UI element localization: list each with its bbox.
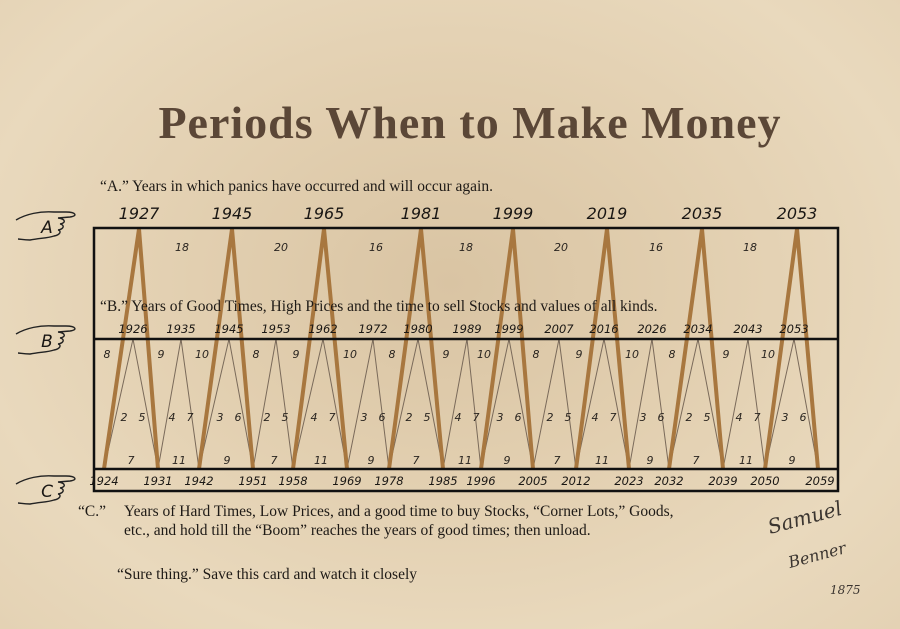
panic-interval-label: 18	[175, 241, 189, 254]
b-mid-interval: 5	[281, 411, 289, 424]
b-mid-interval: 6	[378, 411, 386, 424]
b-mid-interval: 2	[263, 411, 271, 424]
signature-first-name: Samuel	[765, 496, 845, 539]
panic-interval-label: 20	[554, 241, 568, 254]
b-bottom-interval: 11	[739, 454, 753, 467]
b-top-interval: 8	[252, 348, 260, 361]
b-mid-interval: 3	[639, 411, 647, 424]
hard-times-year-label: 1969	[332, 474, 362, 488]
row-marker-letter: A	[41, 218, 53, 238]
b-bottom-interval: 9	[788, 454, 796, 467]
hard-times-year-label: 1931	[143, 474, 173, 488]
b-top-interval: 10	[343, 348, 357, 361]
b-mid-interval: 4	[735, 411, 743, 424]
b-bottom-interval: 9	[503, 454, 511, 467]
page-title: Periods When to Make Money	[158, 97, 782, 148]
signature-last-name: Benner	[786, 538, 848, 572]
b-top-interval: 8	[532, 348, 540, 361]
b-mid-interval: 5	[703, 411, 711, 424]
pointing-hand-icon	[16, 476, 75, 504]
panic-interval-label: 18	[743, 241, 757, 254]
hard-times-year-label: 1985	[428, 474, 458, 488]
caption-c-label: “C.”	[78, 503, 106, 520]
b-mid-interval: 7	[328, 411, 336, 424]
good-times-year-label: 1999	[494, 322, 524, 336]
b-mid-interval: 7	[609, 411, 617, 424]
panic-year-label: 1927	[118, 204, 160, 223]
row-marker-letter: C	[41, 482, 53, 502]
b-bottom-interval: 9	[367, 454, 375, 467]
caption-b: “B.” Years of Good Times, High Prices and the time to sell Stocks and values of all kinds.	[100, 298, 658, 315]
good-times-year-label: 1945	[214, 322, 244, 336]
panic-year-label: 2035	[681, 204, 723, 223]
b-bottom-interval: 7	[127, 454, 135, 467]
b-mid-interval: 5	[564, 411, 572, 424]
good-times-year-label: 2016	[589, 322, 619, 336]
b-top-interval: 9	[292, 348, 300, 361]
b-mid-interval: 2	[685, 411, 693, 424]
signature-year: 1875	[830, 583, 861, 597]
b-bottom-interval: 11	[595, 454, 609, 467]
good-times-year-label: 2007	[544, 322, 574, 336]
hard-times-year-label: 2032	[654, 474, 684, 488]
panic-interval-label: 18	[459, 241, 473, 254]
b-bottom-interval: 9	[223, 454, 231, 467]
hard-times-year-label: 1924	[89, 474, 119, 488]
b-mid-interval: 6	[657, 411, 665, 424]
b-mid-interval: 2	[546, 411, 554, 424]
b-mid-interval: 6	[799, 411, 807, 424]
b-bottom-interval: 7	[692, 454, 700, 467]
b-top-interval: 9	[157, 348, 165, 361]
b-bottom-interval: 7	[270, 454, 278, 467]
caption-c-line2: etc., and hold till the “Boom” reaches the years of good times; then unload.	[124, 522, 591, 539]
hard-times-year-label: 2023	[614, 474, 644, 488]
b-mid-interval: 5	[138, 411, 146, 424]
b-bottom-interval: 11	[458, 454, 472, 467]
panic-interval-label: 16	[649, 241, 663, 254]
b-bottom-interval: 7	[412, 454, 420, 467]
b-top-interval: 9	[722, 348, 730, 361]
hard-times-year-label: 1958	[278, 474, 308, 488]
hard-times-year-label: 2039	[708, 474, 738, 488]
b-mid-interval: 7	[472, 411, 480, 424]
b-mid-interval: 2	[405, 411, 413, 424]
panic-year-label: 1999	[492, 204, 534, 223]
pointing-hand-icon	[16, 326, 75, 354]
caption-sure-thing: “Sure thing.” Save this card and watch it closely	[117, 566, 418, 583]
good-times-year-label: 1980	[403, 322, 433, 336]
good-times-year-label: 2053	[779, 322, 809, 336]
b-mid-interval: 7	[186, 411, 194, 424]
good-times-year-label: 2034	[683, 322, 713, 336]
b-cycle-line	[104, 339, 818, 469]
good-times-year-label: 1989	[452, 322, 482, 336]
b-bottom-interval: 11	[172, 454, 186, 467]
good-times-year-label: 1953	[261, 322, 291, 336]
b-mid-interval: 3	[360, 411, 368, 424]
good-times-year-label: 1962	[308, 322, 338, 336]
good-times-year-label: 2043	[733, 322, 763, 336]
good-times-year-label: 1926	[118, 322, 148, 336]
b-mid-interval: 6	[514, 411, 522, 424]
hard-times-year-label: 1996	[466, 474, 496, 488]
b-mid-interval: 6	[234, 411, 242, 424]
b-top-interval: 9	[442, 348, 450, 361]
b-top-interval: 8	[388, 348, 396, 361]
good-times-year-label: 2026	[637, 322, 667, 336]
panic-year-label: 1965	[303, 204, 345, 223]
good-times-year-label: 1935	[166, 322, 196, 336]
panic-year-label: 1945	[211, 204, 253, 223]
hard-times-year-label: 2059	[805, 474, 835, 488]
b-top-interval: 8	[103, 348, 111, 361]
panic-year-label: 2019	[586, 204, 628, 223]
hard-times-year-label: 2012	[561, 474, 591, 488]
b-top-interval: 10	[477, 348, 491, 361]
caption-a: “A.” Years in which panics have occurred and will occur again.	[100, 178, 493, 195]
b-mid-interval: 4	[454, 411, 462, 424]
b-top-interval: 10	[761, 348, 775, 361]
b-top-interval: 9	[575, 348, 583, 361]
hard-times-year-label: 2050	[750, 474, 780, 488]
b-mid-interval: 5	[423, 411, 431, 424]
b-mid-interval: 3	[496, 411, 504, 424]
hard-times-year-label: 1978	[374, 474, 404, 488]
panic-year-label: 1981	[400, 204, 442, 223]
row-marker-letter: B	[41, 332, 53, 352]
good-times-year-label: 1972	[358, 322, 388, 336]
b-mid-interval: 4	[168, 411, 176, 424]
caption-c-line1: Years of Hard Times, Low Prices, and a good time to buy Stocks, “Corner Lots,” Goods,	[124, 503, 674, 520]
pointing-hand-icon	[16, 212, 75, 240]
b-mid-interval: 4	[591, 411, 599, 424]
b-mid-interval: 4	[310, 411, 318, 424]
hard-times-year-label: 1951	[238, 474, 268, 488]
b-mid-interval: 7	[753, 411, 761, 424]
b-mid-interval: 3	[216, 411, 224, 424]
panic-interval-label: 16	[369, 241, 383, 254]
b-top-interval: 10	[625, 348, 639, 361]
b-top-interval: 8	[668, 348, 676, 361]
b-mid-interval: 3	[781, 411, 789, 424]
panic-year-label: 2053	[776, 204, 818, 223]
b-top-interval: 10	[195, 348, 209, 361]
hard-times-year-label: 1942	[184, 474, 214, 488]
b-bottom-interval: 7	[553, 454, 561, 467]
hard-times-year-label: 2005	[518, 474, 548, 488]
b-bottom-interval: 11	[314, 454, 328, 467]
b-bottom-interval: 9	[646, 454, 654, 467]
panic-interval-label: 20	[274, 241, 288, 254]
b-mid-interval: 2	[120, 411, 128, 424]
